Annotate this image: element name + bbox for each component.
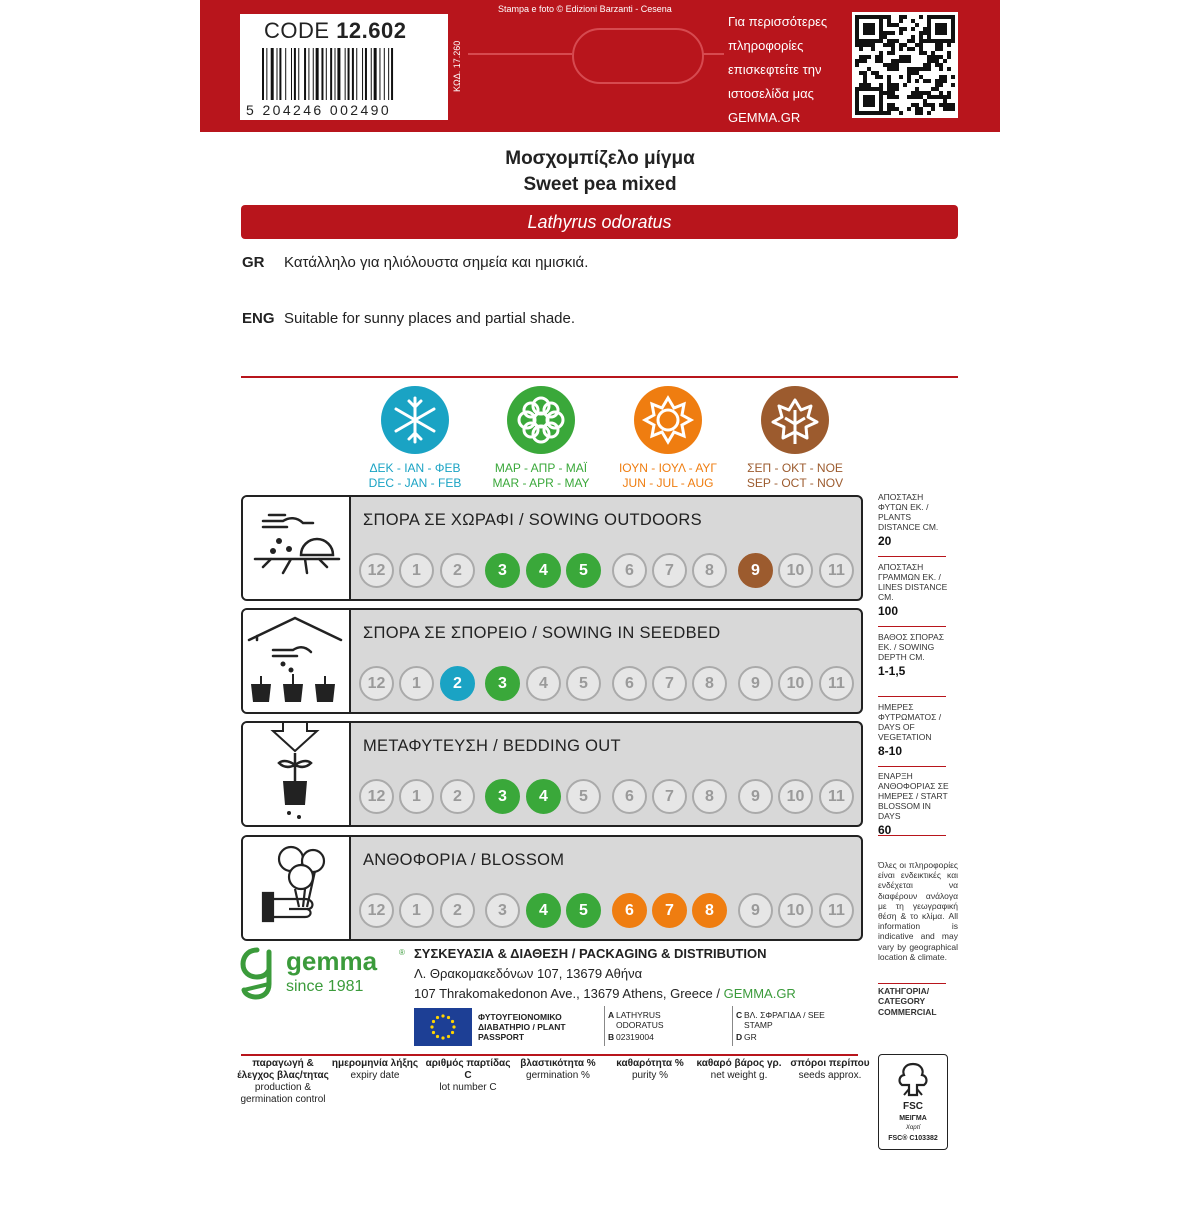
month-2: 2 [440, 666, 475, 701]
month-3: 3 [485, 553, 520, 588]
batch-field [512, 1058, 604, 1082]
spec-label: ΕΝΑΡΞΗ ΑΝΘΟΦΟΡΙΑΣ ΣΕ ΗΜΕΡΕΣ / START BLOSSOM IN DAYS [878, 771, 949, 821]
month-10: 10 [778, 893, 813, 928]
flower-icon [507, 386, 575, 454]
product-name-gr: Μοσχομπίζελο μίγμα [505, 148, 695, 169]
month-7: 7 [652, 666, 687, 701]
batch-field-gr: αριθμός παρτίδας C [425, 1058, 511, 1081]
calendar-row [241, 721, 863, 827]
spec-item [878, 632, 952, 678]
plant-passport: ΦΥΤΟΥΓΕΙΟΝΟΜΙΚΟ ΔΙΑΒΑΤΗΡΙΟ / PLANT PASSPORT A LATHYRUS ODORATUS B 02319004 C ΒΛ. ΣΦΡΑΓΙΔΑ / SEE STAMP D GR [414, 1006, 858, 1046]
spec-value: 60 [878, 823, 892, 837]
passport-d-value: GR [744, 1032, 757, 1042]
passport-title: ΦΥΤΟΥΓΕΙΟΝΟΜΙΚΟ ΔΙΑΒΑΤΗΡΙΟ / PLANT PASSPORT [478, 1012, 566, 1042]
month-9: 9 [738, 893, 773, 928]
month-4: 4 [526, 666, 561, 701]
month-3: 3 [485, 893, 520, 928]
batch-field-en: purity % [631, 1070, 669, 1081]
batch-field [237, 1058, 329, 1106]
printer-credit: Stampa e foto © Edizioni Barzanti - Cesena [498, 4, 672, 14]
month-6: 6 [612, 553, 647, 588]
packaging-title: ΣΥΣΚΕΥΑΣΙΑ & ΔΙΑΘΕΣΗ / PACKAGING & DISTRIBUTION [414, 946, 767, 961]
category-label: ΚΑΤΗΓΟΡΙΑ/ CATEGORY [878, 986, 930, 1006]
row-title: ΜΕΤΑΦΥΤΕΥΣΗ / BEDDING OUT [363, 737, 621, 755]
month-1: 1 [399, 893, 434, 928]
month-3: 3 [485, 779, 520, 814]
month-9: 9 [738, 666, 773, 701]
qr-code-icon[interactable] [852, 12, 958, 118]
row-title: ΣΠΟΡΑ ΣΕ ΣΠΟΡΕΙΟ / SOWING IN SEEDBED [363, 624, 721, 642]
batch-field-en: production & germination control [240, 1082, 326, 1105]
row-title: ΑΝΘΟΦΟΡΙΑ / BLOSSOM [363, 851, 565, 869]
month-11: 11 [819, 779, 854, 814]
month-4: 4 [526, 779, 561, 814]
month-2: 2 [440, 893, 475, 928]
season-months-en: SEP - OCT - NOV [746, 476, 844, 490]
month-2: 2 [440, 553, 475, 588]
batch-field-en: expiry date [350, 1070, 400, 1081]
month-5: 5 [566, 779, 601, 814]
category-value: COMMERCIAL [878, 1007, 937, 1017]
website-info: Για περισσότερες πληροφορίες επισκεφτείτε την ιστοσελίδα μας GEMMA.GR [728, 14, 828, 125]
row-title: ΣΠΟΡΑ ΣΕ ΧΩΡΑΦΙ / SOWING OUTDOORS [363, 511, 702, 529]
fsc-name: FSC [903, 1101, 923, 1112]
hang-line-left [468, 53, 572, 55]
fsc-paper: Χαρτί [905, 1125, 921, 1131]
month-11: 11 [819, 893, 854, 928]
month-9: 9 [738, 779, 773, 814]
month-12: 12 [359, 666, 394, 701]
season-months-gr: ΔΕΚ - ΙΑΝ - ΦΕΒ [369, 461, 461, 475]
barcode-box [240, 14, 448, 120]
fsc-tree-icon [893, 1061, 933, 1099]
batch-field [604, 1058, 696, 1082]
spec-label: ΒΑΘΟΣ ΣΠΟΡΑΣ ΕΚ. / SOWING DEPTH CM. [878, 632, 944, 662]
registered-mark: ® [399, 948, 405, 957]
product-name-en: Sweet pea mixed [523, 174, 677, 195]
month-3: 3 [485, 666, 520, 701]
month-4: 4 [526, 553, 561, 588]
leaf-icon [761, 386, 829, 454]
month-2: 2 [440, 779, 475, 814]
month-1: 1 [399, 666, 434, 701]
month-11: 11 [819, 553, 854, 588]
month-10: 10 [778, 779, 813, 814]
seedbed-icon [243, 610, 351, 712]
brand-since: since 1981 [286, 978, 364, 995]
batch-field-gr: σπόροι περίπου [790, 1058, 870, 1069]
month-7: 7 [652, 553, 687, 588]
month-8: 8 [692, 893, 727, 928]
month-8: 8 [692, 666, 727, 701]
season-months-gr: ΜΑΡ - ΑΠΡ - ΜΑΪ [494, 461, 588, 475]
section-divider [241, 376, 958, 378]
batch-field-gr: βλαστικότητα % [520, 1058, 596, 1069]
spec-item [878, 562, 952, 618]
season-months-gr: ΣΕΠ - ΟΚΤ - ΝΟΕ [747, 461, 843, 475]
eu-flag-icon [414, 1008, 472, 1046]
month-6: 6 [612, 666, 647, 701]
spec-value: 1-1,5 [878, 664, 906, 678]
spec-separator [878, 556, 946, 557]
address-gr: Λ. Θρακομακεδόνων 107, 13679 Αθήνα [414, 966, 643, 981]
batch-field-en: lot number C [439, 1082, 497, 1093]
hang-line-right [702, 53, 724, 55]
spec-item [878, 702, 952, 758]
spec-value: 8-10 [878, 744, 903, 758]
batch-field-en: net weight g. [710, 1070, 768, 1081]
fsc-label [878, 1054, 948, 1150]
desc-text-gr: Κατάλληλο για ηλιόλουστα σημεία και ημισκιά. [284, 254, 589, 271]
season-months-gr: ΙΟΥΝ - ΙΟΥΛ - ΑΥΓ [618, 461, 718, 475]
month-9: 9 [738, 553, 773, 588]
fsc-mix: ΜΕΙΓΜΑ [899, 1115, 927, 1122]
hang-hole [572, 28, 704, 84]
month-4: 4 [526, 893, 561, 928]
header-band [200, 0, 1000, 132]
batch-field [784, 1058, 876, 1082]
batch-field [693, 1058, 785, 1082]
month-10: 10 [778, 553, 813, 588]
month-5: 5 [566, 666, 601, 701]
spec-label: ΗΜΕΡΕΣ ΦΥΤΡΩΜΑΤΟΣ / DAYS OF VEGETATION [878, 702, 942, 742]
month-1: 1 [399, 779, 434, 814]
month-5: 5 [566, 553, 601, 588]
ean-number: 5 204246 002490 [246, 102, 391, 118]
spec-label: ΑΠΟΣΤΑΣΗ ΓΡΑΜΜΩΝ ΕΚ. / LINES DISTANCE CM. [878, 562, 948, 602]
kod-number: ΚΩΔ. 17.260 [452, 40, 462, 92]
batch-field [422, 1058, 514, 1094]
spec-item [878, 771, 952, 837]
spec-separator [878, 835, 946, 836]
month-11: 11 [819, 666, 854, 701]
month-10: 10 [778, 666, 813, 701]
month-8: 8 [692, 779, 727, 814]
calendar-row [241, 608, 863, 714]
month-12: 12 [359, 779, 394, 814]
desc-code-en: ENG [242, 310, 275, 327]
latin-name-bar: Lathyrus odoratus [241, 205, 958, 239]
batch-field [329, 1058, 421, 1082]
spec-value: 20 [878, 534, 892, 548]
calendar-row [241, 835, 863, 941]
calendar-row [241, 495, 863, 601]
bottom-divider [241, 1054, 858, 1056]
website-link[interactable]: GEMMA.GR [723, 986, 796, 1001]
sun-icon [634, 386, 702, 454]
passport-a-value: LATHYRUS ODORATUS [616, 1010, 664, 1030]
month-8: 8 [692, 553, 727, 588]
address-en: 107 Thrakomakedonon Ave., 13679 Athens, Greece / GEMMA.GR [414, 986, 796, 1001]
blossom-icon [243, 837, 351, 939]
transplant-icon [243, 723, 351, 825]
gemma-logo-icon [240, 946, 274, 1000]
season-months-en: JUN - JUL - AUG [622, 476, 714, 490]
batch-field-gr: καθαρό βάρος γρ. [696, 1058, 782, 1069]
month-12: 12 [359, 893, 394, 928]
passport-c-value: ΒΛ. ΣΦΡΑΓΙΔΑ / SEE STAMP [744, 1010, 825, 1030]
passport-b-value: 02319004 [616, 1032, 654, 1042]
brand-name: gemma [286, 946, 378, 976]
month-5: 5 [566, 893, 601, 928]
season-months-en: DEC - JAN - FEB [368, 476, 462, 490]
month-6: 6 [612, 893, 647, 928]
spec-value: 100 [878, 604, 899, 618]
batch-field-gr: παραγωγή & έλεγχος βλας/τητας [237, 1058, 329, 1081]
month-7: 7 [652, 779, 687, 814]
batch-field-en: germination % [526, 1070, 590, 1081]
batch-field-gr: καθαρότητα % [616, 1058, 684, 1069]
sidebar-separator [878, 983, 946, 984]
sowing-outdoors-icon [243, 497, 351, 599]
spec-label: ΑΠΟΣΤΑΣΗ ΦΥΤΩΝ ΕΚ. / PLANTS DISTANCE CM. [878, 492, 939, 532]
snowflake-icon [381, 386, 449, 454]
month-1: 1 [399, 553, 434, 588]
batch-field-en: seeds approx. [798, 1070, 862, 1081]
desc-text-en: Suitable for sunny places and partial shade. [284, 310, 576, 327]
barcode-icon [262, 48, 430, 100]
disclaimer-note: Όλες οι πληροφορίες είναι ενδεικτικές και ενδέχεται να διαφέρουν ανάλογα με τη γεωγραφική θέση & το κλίμα. All information is indicative and may vary by geographical location & climate. [878, 860, 958, 962]
month-6: 6 [612, 779, 647, 814]
desc-code-gr: GR [242, 254, 265, 271]
batch-field-gr: ημερομηνία λήξης [331, 1058, 419, 1069]
spec-item [878, 492, 952, 548]
season-months-en: MAR - APR - MAY [492, 476, 590, 490]
product-code: CODE 12.602 [264, 18, 407, 43]
month-12: 12 [359, 553, 394, 588]
spec-separator [878, 696, 946, 697]
fsc-code: FSC® C103382 [888, 1135, 938, 1142]
month-7: 7 [652, 893, 687, 928]
spec-separator [878, 626, 946, 627]
spec-separator [878, 766, 946, 767]
